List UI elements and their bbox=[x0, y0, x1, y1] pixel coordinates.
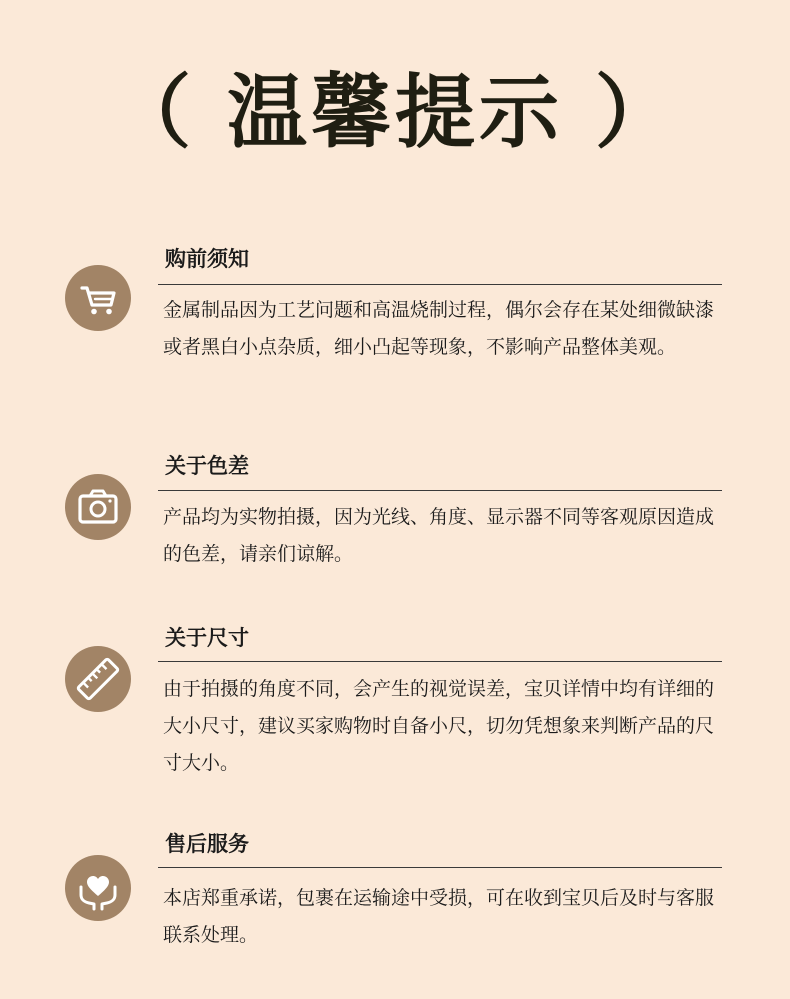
section-divider bbox=[158, 490, 722, 491]
camera-icon bbox=[65, 474, 131, 540]
ruler-icon bbox=[65, 646, 131, 712]
heart-hands-icon bbox=[65, 855, 131, 921]
section-body: 由于拍摄的角度不同，会产生的视觉误差，宝贝详情中均有详细的大小尺寸，建议买家购物时自备小尺，切勿凭想象来判断产品的尺寸大小。 bbox=[163, 678, 715, 774]
section-title: 购前须知 bbox=[165, 247, 249, 271]
section-body: 产品均为实物拍摄，因为光线、角度、显示器不同等客观原因造成的色差，请亲们谅解。 bbox=[163, 506, 715, 565]
section-body: 本店郑重承诺，包裹在运输途中受损，可在收到宝贝后及时与客服联系处理。 bbox=[163, 887, 715, 946]
section-title: 售后服务 bbox=[165, 832, 249, 856]
section-divider bbox=[158, 284, 722, 285]
section-title: 关于色差 bbox=[165, 454, 249, 478]
shopping-cart-icon bbox=[65, 265, 131, 331]
section-body: 金属制品因为工艺问题和高温烧制过程，偶尔会存在某处细微缺漆或者黑白小点杂质，细小凸起等现象，不影响产品整体美观。 bbox=[163, 299, 715, 358]
section-title: 关于尺寸 bbox=[165, 626, 249, 650]
section-divider bbox=[158, 661, 722, 662]
page-title: （ 温馨提示 ） bbox=[111, 65, 679, 159]
section-divider bbox=[158, 867, 722, 868]
